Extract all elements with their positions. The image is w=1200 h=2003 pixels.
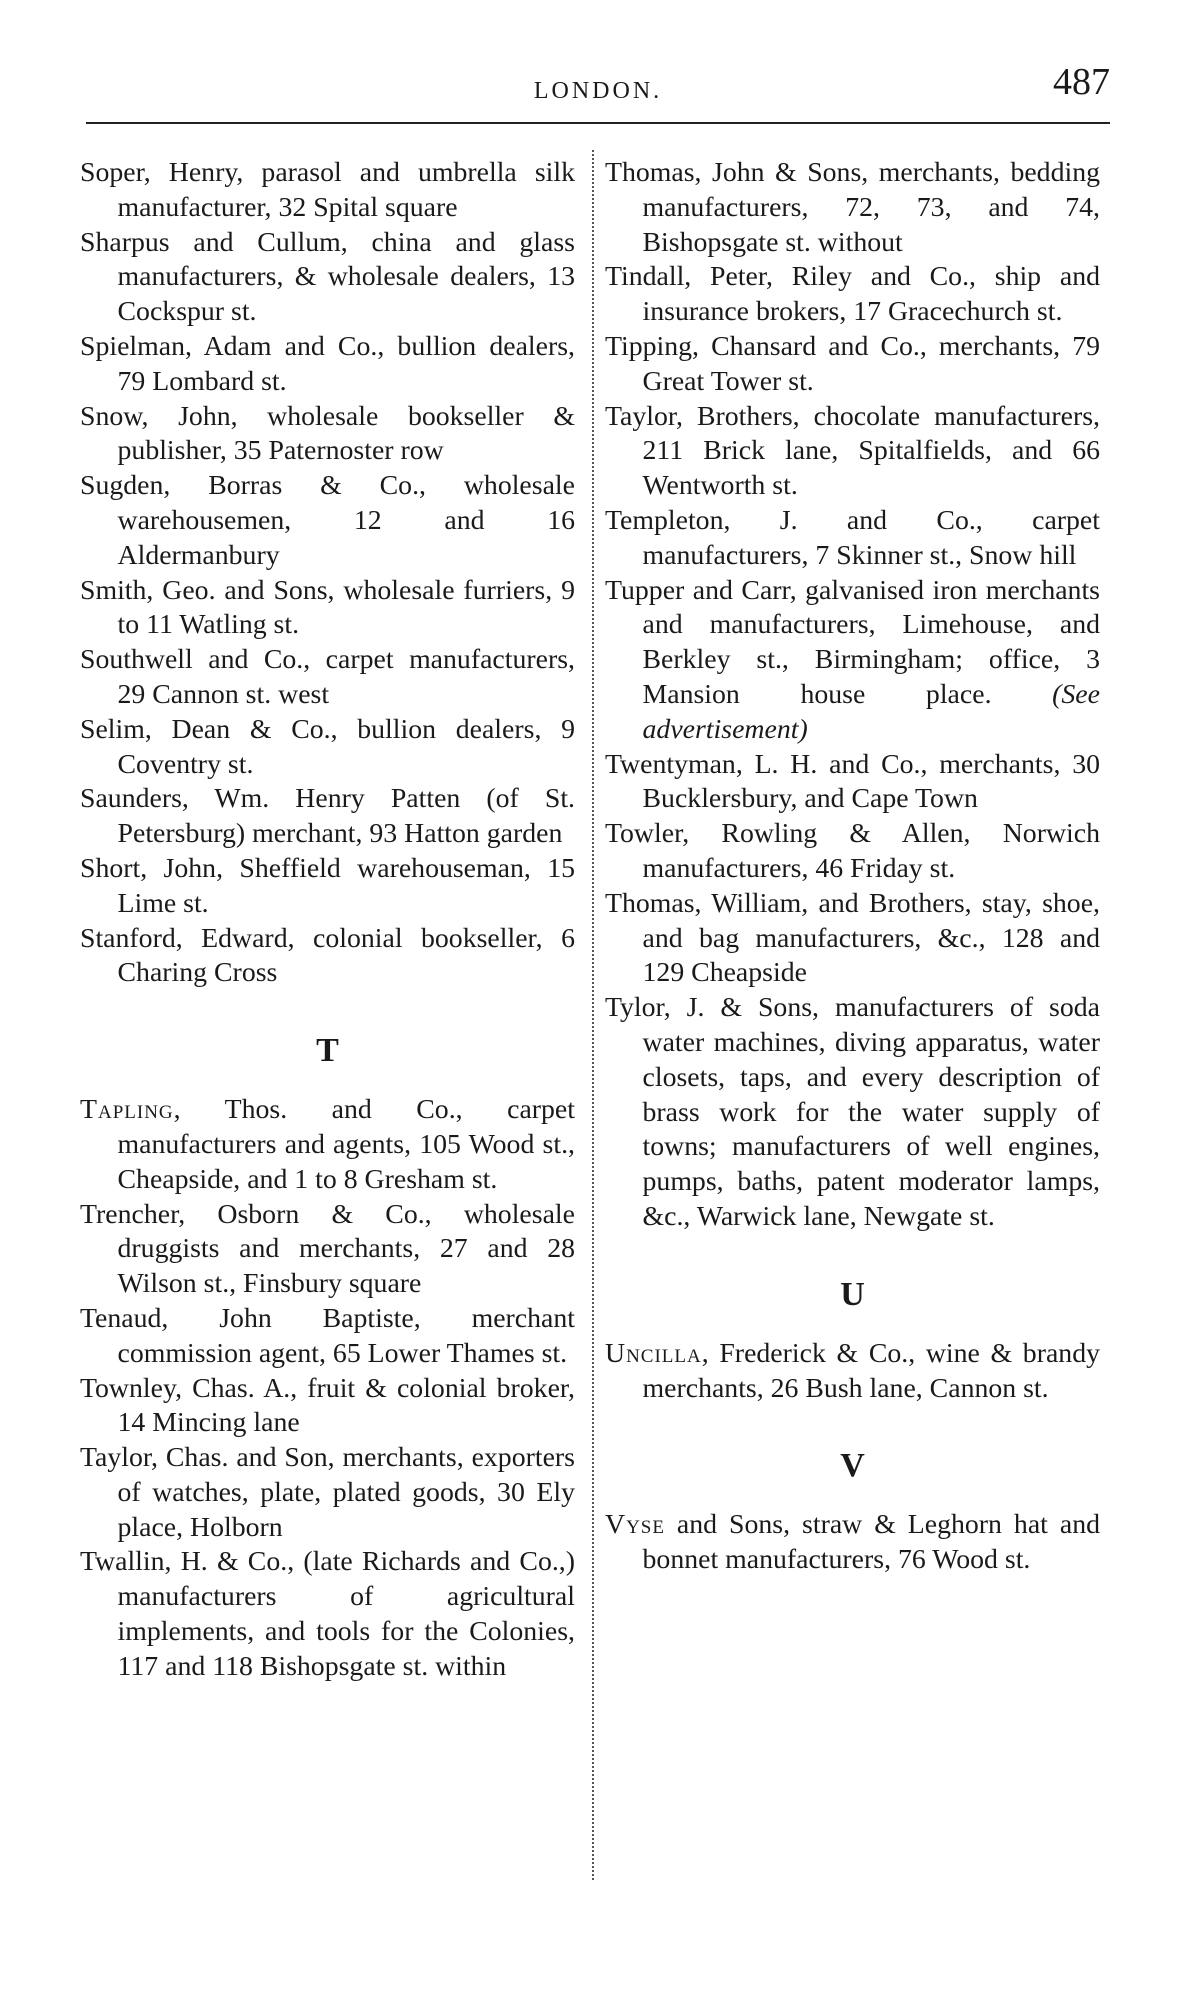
advertisement-note: (See advertisement) [642, 678, 1100, 745]
running-title: LONDON. [533, 78, 663, 104]
directory-entry: Tindall, Peter, Riley and Co., ship and insurance brokers, 17 Gracechurch st. [605, 261, 1100, 328]
entry-text: , Thos. and Co., carpet manufacturers and agents, 105 Wood st., Cheapside, and 1 to 8 Gresham st. [117, 1094, 575, 1195]
section-letter-t: T [316, 1032, 339, 1070]
directory-entry: Snow, John, wholesale bookseller & publisher, 35 Paternoster row [80, 400, 575, 467]
entry-name-smallcaps: Vyse [605, 1509, 665, 1541]
directory-entry: Twallin, H. & Co., (late Richards and Co.,) manufacturers of agricultural implements, and tools for the Colonies, 117 and 118 Bishopsgate st. within [80, 1546, 575, 1682]
directory-entry: Templeton, J. and Co., carpet manufacturers, 7 Skinner st., Snow hill [605, 504, 1100, 571]
running-head [86, 60, 1110, 112]
directory-entry: Thomas, William, and Brothers, stay, shoe, and bag manufacturers, &c., 128 and 129 Cheapside [605, 887, 1100, 989]
directory-entry: Smith, Geo. and Sons, wholesale furriers, 9 to 11 Watling st. [80, 574, 575, 641]
directory-entry: Spielman, Adam and Co., bullion dealers, 79 Lombard st. [80, 330, 575, 397]
directory-entry [80, 1093, 575, 1197]
directory-entry [605, 1508, 1100, 1578]
right-column [605, 156, 1100, 1578]
directory-entry: Twentyman, L. H. and Co., merchants, 30 Bucklersbury, and Cape Town [605, 748, 1100, 815]
directory-entry: Tylor, J. & Sons, manufacturers of soda water machines, diving apparatus, water closets, taps, and every description of brass work for the water supply of towns; manufacturers of well engines, pumps, baths, patent moderator lamps, &c., Warwick lane, Newgate st. [605, 992, 1100, 1232]
page-number: 487 [1053, 61, 1110, 103]
directory-entry: Towler, Rowling & Allen, Norwich manufacturers, 46 Friday st. [605, 818, 1100, 884]
directory-entry: Taylor, Chas. and Son, merchants, exporters of watches, plate, plated goods, 30 Ely place, Holborn [80, 1442, 575, 1543]
left-column [80, 156, 575, 1685]
directory-entry: Soper, Henry, parasol and umbrella silk manufacturer, 32 Spital square [80, 157, 575, 223]
directory-entry: Townley, Chas. A., fruit & colonial broker, 14 Mincing lane [80, 1372, 575, 1439]
directory-entry: Tenaud, John Baptiste, merchant commission agent, 65 Lower Thames st. [80, 1302, 575, 1369]
entry-text: and Sons, straw & Leghorn hat and bonnet manufacturers, 76 Wood st. [642, 1509, 1100, 1576]
directory-entry: Stanford, Edward, colonial bookseller, 6 Charing Cross [80, 922, 575, 989]
directory-entry: Saunders, Wm. Henry Patten (of St. Petersburg) merchant, 93 Hatton garden [80, 783, 575, 850]
directory-entry: Tipping, Chansard and Co., merchants, 79 Great Tower st. [605, 330, 1100, 397]
directory-entry: Thomas, John & Sons, merchants, bedding manufacturers, 72, 73, and 74, Bishopsgate st. without [605, 157, 1100, 258]
section-letter-v: V [840, 1447, 865, 1485]
directory-entry: Short, John, Sheffield warehouseman, 15 Lime st. [80, 852, 575, 919]
entry-name-smallcaps: Tapling [80, 1094, 174, 1126]
column-divider [592, 150, 594, 1880]
directory-entry: Taylor, Brothers, chocolate manufacturers, 211 Brick lane, Spitalfields, and 66 Wentworth st. [605, 400, 1100, 502]
entry-text: Tupper and Carr, galvanised iron merchants and manufacturers, Limehouse, and Berkley st., Birmingham; office, 3 Mansion house place. [605, 574, 1100, 710]
directory-entry [605, 1337, 1100, 1407]
directory-entry: Sharpus and Cullum, china and glass manufacturers, & wholesale dealers, 13 Cockspur st. [80, 226, 575, 328]
header-rule [86, 122, 1110, 124]
directory-entry: Trencher, Osborn & Co., wholesale druggists and merchants, 27 and 28 Wilson st., Finsbury square [80, 1198, 575, 1300]
directory-entry: Selim, Dean & Co., bullion dealers, 9 Coventry st. [80, 713, 575, 780]
entry-text: , Frederick & Co., wine & brandy merchants, 26 Bush lane, Cannon st. [642, 1337, 1100, 1404]
section-letter-u: U [840, 1275, 865, 1313]
directory-entry: Sugden, Borras & Co., wholesale warehousemen, 12 and 16 Aldermanbury [80, 470, 575, 571]
entry-name-smallcaps: Uncilla [605, 1337, 702, 1369]
directory-entry [605, 574, 1100, 748]
directory-entry: Southwell and Co., carpet manufacturers, 29 Cannon st. west [80, 644, 575, 710]
